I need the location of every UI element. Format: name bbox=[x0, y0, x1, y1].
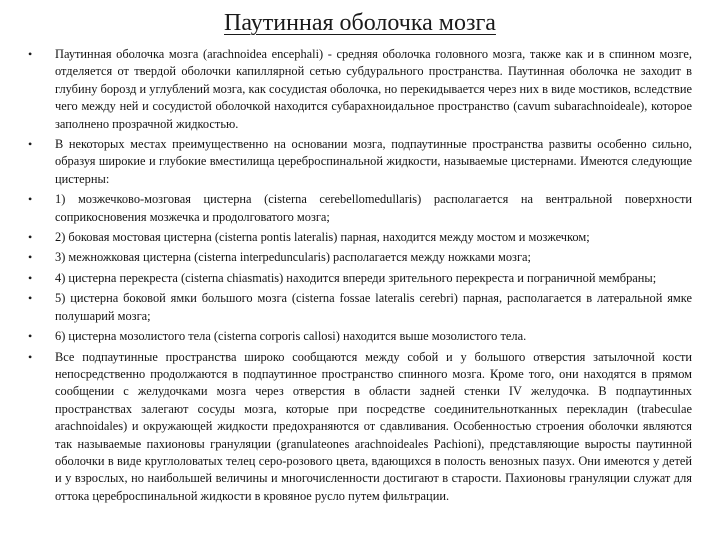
item-text: 5) цистерна боковой ямки большого мозга (cisterna fossae lateralis cerebri) парная, располагается в латеральной ямке полушарий мозга; bbox=[55, 291, 692, 323]
bullet-icon: • bbox=[28, 137, 33, 152]
item-text: 3) межножковая цистерна (cisterna interpeduncularis) располагается между ножками мозга; bbox=[55, 250, 531, 265]
slide-title: Паутинная оболочка мозга bbox=[224, 10, 496, 36]
item-text: Паутинная оболочка мозга (arachnoidea encephali) - средняя оболочка головного мозга, также как и в спинном мозге, отделяется от твердой оболочки капиллярной сетью субдурального пространства. Паутинная оболочка не заходит в глубину борозд и углублений мозга, как сосудистая оболочка, но перекидывается через них в виде мостиков, вследствие чего между ней и сосудистой оболочкой находится субарахноидальное пространство (cavum subarachnoideale), которое заполнено прозрачной жидкостью. bbox=[55, 47, 692, 131]
item-text: 6) цистерна мозолистого тела (cisterna corporis callosi) находится выше мозолистого тела. bbox=[55, 329, 527, 344]
item-text: 1) мозжечково-мозговая цистерна (cisterna cerebellomedullaris) располагается на вентральной поверхности соприкосновения мозжечка и продолговатого мозга; bbox=[55, 192, 692, 224]
list-item bbox=[0, 349, 720, 506]
bullet-icon: • bbox=[28, 192, 33, 207]
item-text: Все подпаутинные пространства широко сообщаются между собой и у большого отверстия затылочной кости непосредственно продолжаются в подпаутинное пространство спинного мозга. Кроме того, они находятся в прямом сообщении с желудочками мозга через отверстия в области задней стенки IV желудочка. В подпаутинных пространствах залегают сосуды мозга, которые при посредстве соединительнотканных перекладин (trabeculae arachnoidales) и окружающей жидкости предохраняются от сдавливания. Особенностью строения оболочки являются так называемые пахионовы грануляции (granulateones arachnoideales Pachioni), представляющие выросты паутинной оболочки в виде круглоловатых телец серо-розового цвета, вдающихся в полость венозных пазух. Они имеются у детей и у взрослых, но наибольшей величины и многочисленности достигают в старости. Пахионовы грануляции служат для оттока цереброспинальной жидкости в кровяное русло путем фильтрации. bbox=[55, 349, 692, 503]
bullet-icon: • bbox=[28, 270, 33, 285]
list-item bbox=[0, 290, 720, 325]
item-text: 4) цистерна перекреста (cisterna chiasmatis) находится впереди зрительного перекреста и пограничной мембраны; bbox=[55, 270, 657, 285]
list-item bbox=[0, 136, 720, 188]
list-item bbox=[0, 270, 720, 287]
bullet-list bbox=[0, 46, 720, 508]
bullet-icon: • bbox=[28, 349, 33, 364]
item-text: В некоторых местах преимущественно на основании мозга, подпаутинные пространства развиты особенно сильно, образуя широкие и глубокие вместилища цереброспинальной жидкости, называемые цистернами. Имеются следующие цистерны: bbox=[55, 137, 692, 186]
list-item bbox=[0, 249, 720, 266]
bullet-icon: • bbox=[28, 329, 33, 344]
bullet-icon: • bbox=[28, 291, 33, 306]
list-item bbox=[0, 46, 720, 133]
list-item bbox=[0, 229, 720, 246]
bullet-icon: • bbox=[28, 47, 33, 61]
item-text: 2) боковая мостовая цистерна (cisterna pontis lateralis) парная, находится между мостом и мозжечком; bbox=[55, 230, 590, 245]
list-item bbox=[0, 328, 720, 345]
list-item bbox=[0, 191, 720, 226]
bullet-icon: • bbox=[28, 230, 33, 245]
bullet-icon: • bbox=[28, 250, 33, 265]
